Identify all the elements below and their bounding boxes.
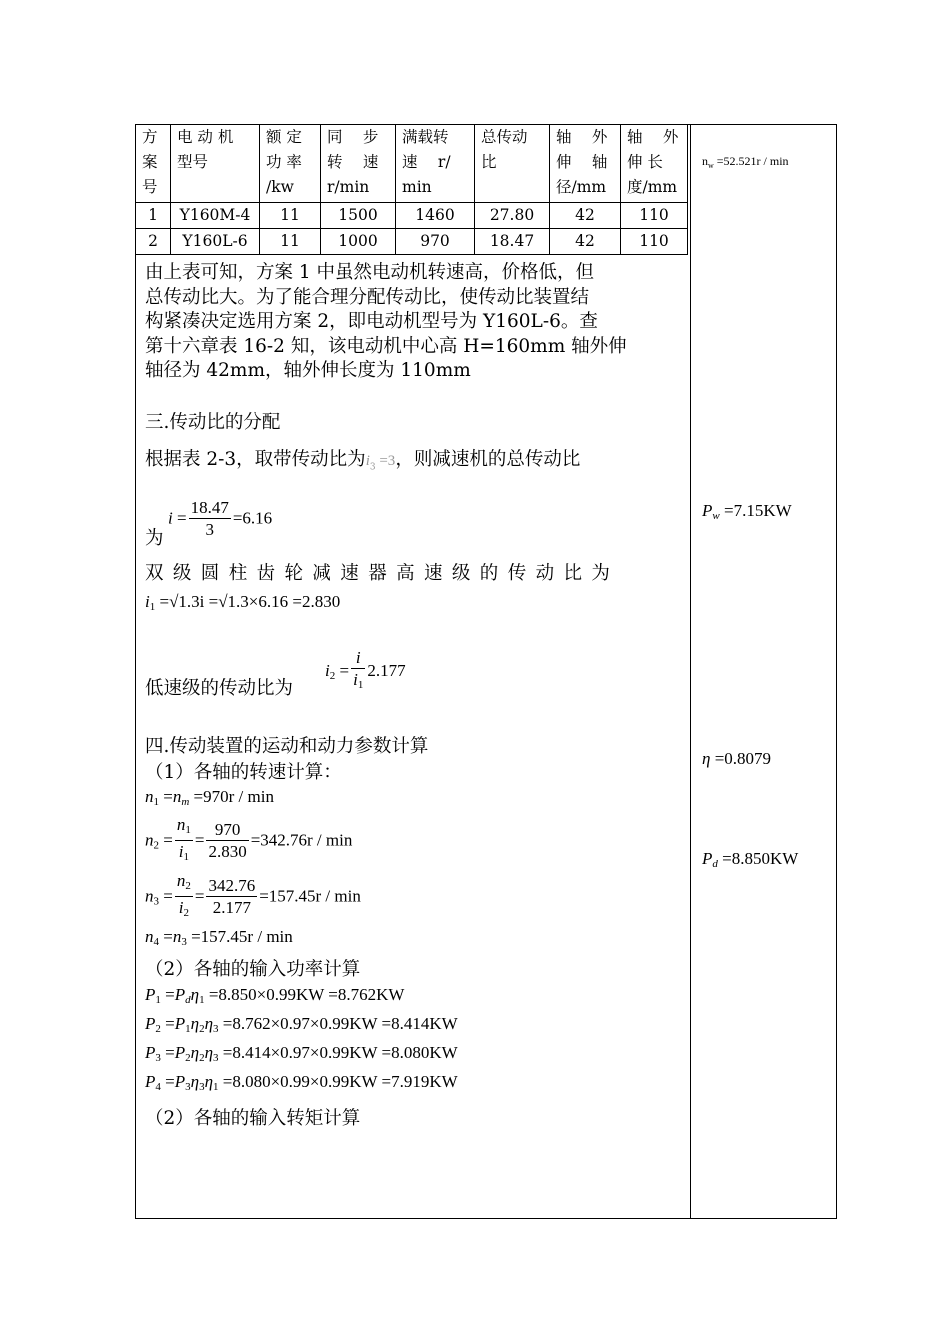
math-expr: =7.15KW xyxy=(723,501,792,520)
math-result: 2.177 xyxy=(367,660,406,680)
math-expr: =970r / min xyxy=(193,787,274,806)
side-eta: η =0.8079 xyxy=(702,749,772,768)
table-cell: 11 xyxy=(260,229,321,255)
fraction: $\frac{n_2}{i_2}$ xyxy=(176,871,191,919)
text-span: 双级圆柱齿轮减速器高速级的传动比为 xyxy=(145,563,620,584)
header-cell: 轴 外 伸 长 度/mm xyxy=(621,125,688,203)
table-header-row xyxy=(136,125,688,203)
table-row xyxy=(136,229,688,255)
column-divider xyxy=(690,124,691,1219)
P1-formula: $P_1 =P_d\eta_1 =8.850\times 0.99KW =8.762KW$ xyxy=(145,985,405,1006)
side-Pw: $P_w =7.15KW$ xyxy=(702,501,792,522)
belt-ratio-line xyxy=(145,447,580,481)
math-expr: =8.762×0.97×0.99KW =8.414KW xyxy=(222,1014,458,1033)
math-var: i xyxy=(168,508,173,528)
header-cell: 轴 外 伸 轴 径/mm xyxy=(550,125,621,203)
n4-formula: $n_4 =n_3 =157.45r / \min$ xyxy=(145,927,293,948)
denominator: 2.177 xyxy=(212,898,251,917)
table-cell: 11 xyxy=(260,203,321,229)
denominator: 2.830 xyxy=(208,842,247,861)
n3-formula: $n_3$ = $\frac{n_2}{i_2}$ = $\frac{342.76}{2.177}$ =157.45r / min xyxy=(145,871,361,924)
table-cell: 110 xyxy=(621,203,688,229)
P3-formula: $P_3 =P_2\eta_2\eta_3 =8.414\times 0.97\times 0.99KW =8.080KW$ xyxy=(145,1043,458,1064)
paragraph-line: 由上表可知，方案 1 中虽然电动机转速高，价格低，但 xyxy=(145,262,595,283)
fraction xyxy=(189,498,231,541)
table-cell: Y160L-6 xyxy=(171,229,260,255)
header-cell: 电 动 机 型号 xyxy=(171,125,260,203)
wei-char: 为 xyxy=(145,528,164,549)
low-speed-text: 低速级的传动比为 xyxy=(145,678,294,699)
table-cell: 970 xyxy=(396,229,475,255)
table-cell: 1000 xyxy=(321,229,396,255)
math-expr: =8.850KW xyxy=(722,849,799,868)
denominator: 3 xyxy=(205,520,214,539)
fraction xyxy=(206,876,257,919)
math-expr: =52.521r / min xyxy=(716,154,789,168)
paragraph-line: 总传动比大。为了能合理分配传动比，使传动比装置结 xyxy=(145,286,590,308)
math-result: =6.16 xyxy=(232,508,273,528)
text-span: 根据表 2-3，取带传动比为 xyxy=(145,449,366,470)
math-expr: =8.080×0.99×0.99KW =7.919KW xyxy=(222,1072,458,1091)
paragraph-line: 第十六章表 16-2 知，该电动机中心高 H=160mm 轴外伸 xyxy=(145,335,627,357)
text-span: ，则减速机的总传动比 xyxy=(395,449,581,470)
i1-formula: $i_1 =√1.3i =√1.3\times 6.16 =2.830$ xyxy=(145,592,341,613)
table-cell: 18.47 xyxy=(475,229,550,255)
n2-formula: $n_2$ = $\frac{n_1}{i_1}$ = $\frac{970}{2.830}$ =342.76r / min xyxy=(145,815,352,868)
table-cell: 42 xyxy=(550,203,621,229)
math-eq: =3 xyxy=(375,453,396,469)
table-cell: 2 xyxy=(136,229,171,255)
paragraph-line: 轴径为 42mm，轴外伸长度为 110mm xyxy=(145,360,471,381)
subsection-power: （2）各轴的输入功率计算 xyxy=(145,959,361,980)
P4-formula: $P_4 =P_3\eta_3\eta_1 =8.080\times 0.99\times 0.99KW =7.919KW$ xyxy=(145,1072,458,1093)
subsection-torque: （2）各轴的输入转矩计算 xyxy=(145,1108,361,1129)
math-expr: =8.414×0.97×0.99KW =8.080KW xyxy=(222,1043,458,1062)
i2-formula: $i_2$ = $\frac{i}{i_1}$ 2.177 xyxy=(325,648,406,696)
math-var: i xyxy=(365,453,370,469)
selection-paragraph xyxy=(145,261,685,384)
side-nw: $n_w =52.521r / \min$ xyxy=(702,154,789,170)
fraction: $\frac{n_1}{i_1}$ xyxy=(176,815,191,863)
section-3-title: 三.传动比的分配 xyxy=(145,412,281,433)
table-cell: 27.80 xyxy=(475,203,550,229)
side-Pd: $P_d =8.850KW$ xyxy=(702,849,799,870)
numerator: 970 xyxy=(206,820,248,841)
table-cell: Y160M-4 xyxy=(171,203,260,229)
math-expr: =√1.3i =√1.3×6.16 =2.830 xyxy=(159,592,341,611)
fraction xyxy=(206,820,248,863)
table-cell: 1500 xyxy=(321,203,396,229)
math-expr: =157.45r / min xyxy=(191,927,293,946)
P2-formula: $P_2 =P_1\eta_2\eta_3 =8.762\times 0.97\times 0.99KW =8.414KW$ xyxy=(145,1014,458,1035)
table-row xyxy=(136,203,688,229)
subsection-speed: （1）各轴的转速计算： xyxy=(145,762,342,783)
motor-spec-table xyxy=(135,124,688,255)
math-result: =157.45r / min xyxy=(259,886,361,906)
fraction: $\frac{i}{i_1}$ xyxy=(353,648,364,691)
table-cell: 1 xyxy=(136,203,171,229)
math-result: =342.76r / min xyxy=(250,830,353,850)
header-cell: 总传动 比 xyxy=(475,125,550,203)
high-speed-text xyxy=(145,561,681,586)
section-4-title: 四.传动装置的运动和动力参数计算 xyxy=(145,736,429,757)
math-expr: =8.850×0.99KW =8.762KW xyxy=(208,985,405,1004)
paragraph-line: 构紧凑决定选用方案 2，即电动机型号为 Y160L-6。查 xyxy=(145,311,598,332)
numerator: 18.47 xyxy=(190,498,229,517)
n1-formula: $n_1 =n_m =970r / \min$ xyxy=(145,787,274,808)
header-cell: 同 步 转 速 r/min xyxy=(321,125,396,203)
table-cell: 42 xyxy=(550,229,621,255)
table-cell: 1460 xyxy=(396,203,475,229)
table-cell: 110 xyxy=(621,229,688,255)
math-expr: =0.8079 xyxy=(714,749,772,768)
total-ratio-formula: i = $\frac{18.47}{3}$ =6.16 xyxy=(168,498,273,539)
header-cell: 额 定 功 率 /kw xyxy=(260,125,321,203)
numerator: 342.76 xyxy=(208,876,256,895)
header-cell: 方 案 号 xyxy=(136,125,171,203)
math-sub: 3 xyxy=(369,462,376,473)
header-cell: 满载转 速 r/ min xyxy=(396,125,475,203)
